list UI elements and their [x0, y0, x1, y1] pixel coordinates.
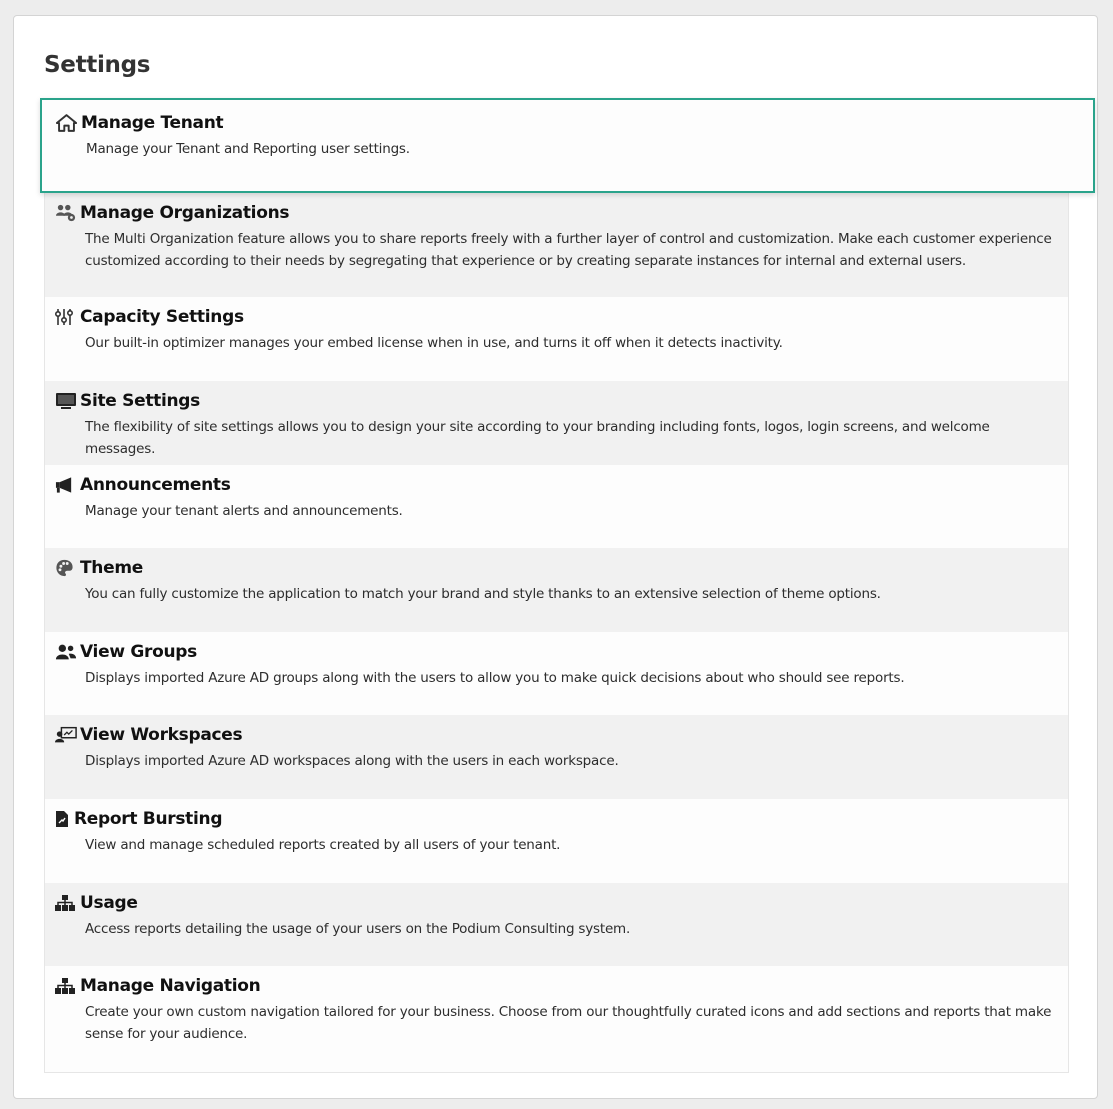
users-icon	[55, 642, 77, 662]
settings-item-usage[interactable]	[45, 883, 1068, 966]
item-description: Our built-in optimizer manages your embed license when in use, and turns it off when it detects inactivity.	[85, 335, 783, 351]
monitor-icon	[55, 391, 77, 411]
item-description: The Multi Organization feature allows you to share reports freely with a further layer of control and customization. Make each customer experience customized according to their needs by segregating that experience or by creating separate instances for internal and external users.	[85, 231, 1052, 269]
settings-item-theme[interactable]	[45, 548, 1068, 632]
item-title: Manage Navigation	[80, 976, 261, 996]
item-title: View Workspaces	[80, 725, 243, 745]
item-title: Report Bursting	[74, 809, 223, 829]
item-title: Usage	[80, 893, 138, 913]
sitemap-icon	[55, 893, 77, 913]
item-description: View and manage scheduled reports created by all users of your tenant.	[85, 837, 561, 853]
home-icon	[56, 113, 78, 133]
item-description: The flexibility of site settings allows you to design your site according to your branding including fonts, logos, login screens, and welcome messages.	[85, 419, 990, 457]
file-report-icon	[55, 809, 71, 829]
item-title: Announcements	[80, 475, 231, 495]
presentation-icon	[55, 725, 77, 745]
item-title: Manage Organizations	[80, 203, 290, 223]
item-title: Manage Tenant	[81, 113, 224, 133]
item-title: View Groups	[80, 642, 197, 662]
page-title: Settings	[44, 52, 151, 78]
settings-list	[44, 100, 1069, 1073]
settings-item-report-bursting[interactable]	[45, 799, 1068, 883]
item-description: Create your own custom navigation tailored for your business. Choose from our thoughtfully curated icons and add sections and reports that make sense for your audience.	[85, 1004, 1052, 1042]
item-description: Manage your tenant alerts and announcements.	[85, 503, 403, 519]
item-description: Displays imported Azure AD groups along with the users to allow you to make quick decisions about who should see reports.	[85, 670, 905, 686]
item-description: You can fully customize the application to match your brand and style thanks to an extensive selection of theme options.	[85, 586, 881, 602]
settings-item-view-workspaces[interactable]	[45, 715, 1068, 799]
palette-icon	[55, 558, 77, 578]
item-description: Manage your Tenant and Reporting user settings.	[86, 141, 410, 157]
settings-item-manage-organizations[interactable]	[45, 193, 1068, 297]
settings-item-manage-navigation[interactable]	[45, 966, 1068, 1072]
organizations-icon	[55, 203, 77, 223]
megaphone-icon	[55, 475, 77, 495]
sitemap-icon	[55, 976, 77, 996]
settings-item-view-groups[interactable]	[45, 632, 1068, 715]
settings-item-capacity-settings[interactable]	[45, 297, 1068, 381]
item-description: Access reports detailing the usage of your users on the Podium Consulting system.	[85, 921, 631, 937]
item-title: Site Settings	[80, 391, 200, 411]
settings-item-announcements[interactable]	[45, 465, 1068, 548]
item-title: Theme	[80, 558, 143, 578]
settings-panel	[13, 15, 1098, 1099]
settings-item-manage-tenant[interactable]	[40, 98, 1095, 193]
item-description: Displays imported Azure AD workspaces along with the users in each workspace.	[85, 753, 619, 769]
settings-item-site-settings[interactable]	[45, 381, 1068, 465]
sliders-icon	[55, 307, 77, 327]
item-title: Capacity Settings	[80, 307, 244, 327]
